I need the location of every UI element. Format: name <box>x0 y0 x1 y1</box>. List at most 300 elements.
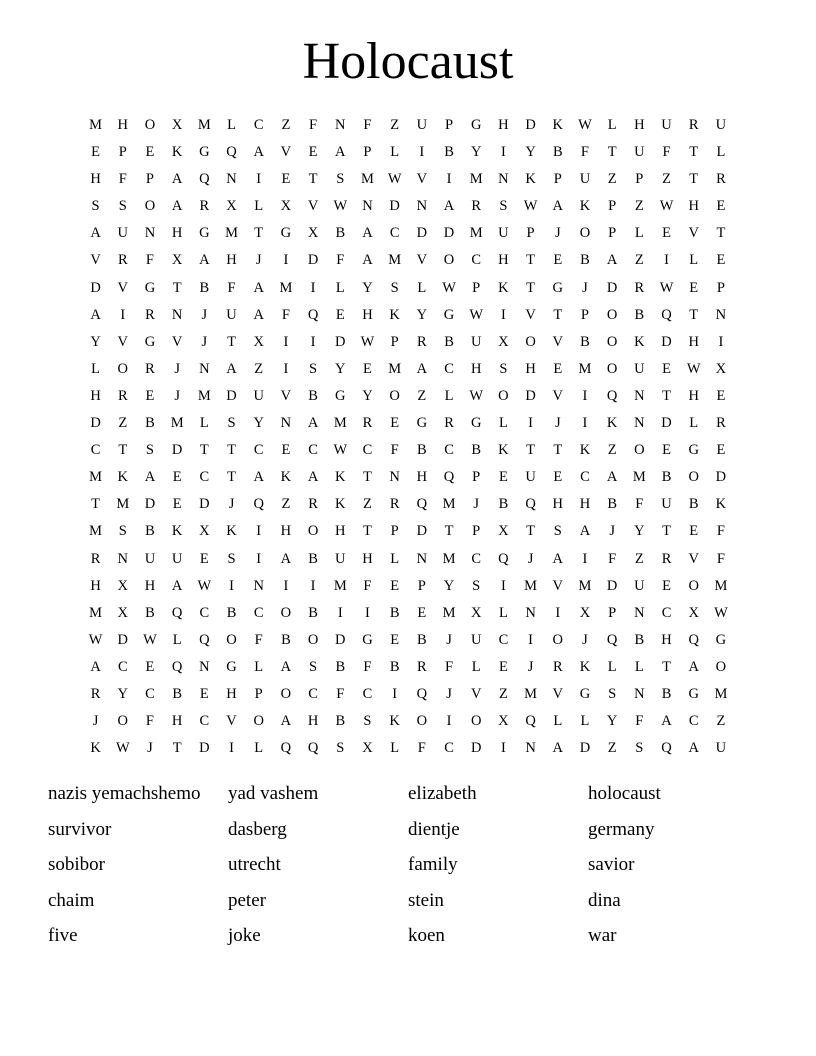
grid-cell: C <box>661 604 672 621</box>
grid-cell: W <box>578 117 592 133</box>
grid-cell: E <box>716 198 726 215</box>
grid-cell: M <box>524 685 538 702</box>
grid-cell: Q <box>171 658 183 675</box>
grid-cell: E <box>662 442 671 459</box>
grid-cell: C <box>308 685 318 702</box>
grid-cell: M <box>89 469 103 486</box>
grid-cell: R <box>90 550 101 567</box>
grid-cell: I <box>528 631 534 648</box>
grid-cell: K <box>226 523 237 540</box>
grid-cell: S <box>390 279 399 296</box>
grid-cell: D <box>199 496 210 513</box>
grid-cell: E <box>417 604 427 621</box>
grid-cell: U <box>661 496 672 513</box>
grid-cell: B <box>417 442 427 459</box>
word-list-item: holocaust <box>588 783 661 804</box>
grid-cell: V <box>280 144 292 161</box>
grid-cell: P <box>390 523 399 540</box>
grid-cell: R <box>117 252 128 269</box>
grid-cell: E <box>390 415 400 432</box>
grid-cell: Y <box>335 360 346 377</box>
grid-cell: E <box>308 144 318 161</box>
grid-cell: M <box>442 604 456 621</box>
grid-cell: I <box>229 740 234 757</box>
grid-cell: R <box>308 496 318 513</box>
grid-cell: B <box>335 713 346 730</box>
grid-cell: A <box>579 523 591 540</box>
grid-cell: G <box>199 144 210 161</box>
grid-cell: A <box>144 469 156 486</box>
grid-cell: J <box>255 252 262 269</box>
grid-cell: Z <box>254 360 264 377</box>
grid-cell: O <box>552 631 564 648</box>
grid-cell: H <box>470 360 482 377</box>
grid-cell: E <box>363 360 372 377</box>
grid-cell: H <box>498 117 509 133</box>
grid-cell: H <box>416 469 428 486</box>
grid-cell: L <box>172 631 182 648</box>
grid-cell: Z <box>390 117 400 133</box>
grid-cell: Z <box>634 198 644 215</box>
grid-cell: T <box>227 333 236 350</box>
grid-cell: N <box>199 360 210 377</box>
grid-cell: T <box>526 523 536 540</box>
grid-cell: A <box>362 225 373 242</box>
grid-cell: B <box>552 144 563 161</box>
grid-cell: E <box>662 577 671 594</box>
grid-cell: X <box>579 604 591 621</box>
grid-cell: C <box>362 442 373 459</box>
grid-cell: R <box>417 658 427 675</box>
grid-cell: A <box>661 713 672 730</box>
grid-cell: K <box>579 442 591 459</box>
grid-cell: E <box>498 469 508 486</box>
grid-cell: D <box>335 333 346 350</box>
grid-cell: N <box>253 577 264 594</box>
grid-cell: Q <box>307 740 319 757</box>
grid-cell: X <box>498 713 509 730</box>
grid-cell: X <box>362 740 373 757</box>
grid-cell: L <box>444 387 454 404</box>
grid-cell: M <box>388 360 402 377</box>
grid-cell: G <box>688 685 699 702</box>
grid-cell: Q <box>199 631 210 648</box>
grid-cell: M <box>225 225 238 242</box>
grid-cell: N <box>525 740 536 757</box>
grid-cell: H <box>688 387 699 404</box>
grid-cell: T <box>526 279 536 296</box>
grid-cell: N <box>226 171 237 188</box>
grid-cell: H <box>90 577 101 594</box>
grid-cell: C <box>471 252 482 269</box>
grid-cell: B <box>661 469 672 486</box>
grid-cell: G <box>226 658 237 675</box>
grid-cell: J <box>228 496 235 513</box>
grid-cell: D <box>715 469 727 486</box>
grid-cell: M <box>714 685 728 702</box>
grid-cell: T <box>444 523 454 540</box>
grid-cell: T <box>118 442 128 459</box>
grid-cell: O <box>634 442 645 459</box>
grid-cell: Z <box>634 252 644 269</box>
grid-cell: P <box>444 117 454 133</box>
word-search-grid <box>82 112 735 762</box>
grid-cell: T <box>689 171 699 188</box>
grid-cell: E <box>172 469 182 486</box>
grid-cell: N <box>144 225 156 242</box>
grid-cell: B <box>580 333 590 350</box>
word-list-item: germany <box>588 818 655 840</box>
grid-cell: C <box>90 442 101 459</box>
grid-cell: K <box>171 523 183 540</box>
grid-cell: A <box>253 279 264 296</box>
grid-cell: A <box>199 252 210 269</box>
grid-cell: D <box>307 252 319 269</box>
grid-cell: B <box>661 685 672 702</box>
grid-cell: B <box>389 658 400 675</box>
grid-cell: Q <box>498 550 509 567</box>
grid-cell: S <box>472 577 481 594</box>
grid-cell: B <box>389 604 400 621</box>
grid-cell: A <box>226 360 237 377</box>
grid-cell: X <box>117 604 129 621</box>
grid-cell: U <box>715 117 727 133</box>
grid-cell: Q <box>171 604 183 621</box>
grid-cell: M <box>279 279 293 296</box>
grid-cell: P <box>472 523 481 540</box>
grid-cell: O <box>715 658 727 675</box>
grid-cell: V <box>117 333 129 350</box>
grid-cell: O <box>117 360 129 377</box>
grid-cell: G <box>144 279 156 296</box>
grid-cell: J <box>527 550 534 567</box>
grid-cell: P <box>254 685 263 702</box>
grid-cell: B <box>471 442 482 459</box>
grid-cell: F <box>716 550 725 567</box>
grid-cell: E <box>498 658 508 675</box>
grid-cell: L <box>91 360 101 377</box>
grid-cell: L <box>390 550 400 567</box>
grid-cell: M <box>89 117 103 133</box>
grid-cell: E <box>199 550 209 567</box>
grid-cell: J <box>174 387 180 404</box>
grid-cell: O <box>280 685 292 702</box>
grid-cell: N <box>389 469 400 486</box>
grid-cell: K <box>389 306 400 323</box>
grid-cell: A <box>688 658 699 675</box>
grid-cell: I <box>256 523 262 540</box>
grid-cell: I <box>229 577 234 594</box>
grid-cell: M <box>714 577 728 594</box>
grid-cell: Z <box>607 740 617 757</box>
grid-cell: D <box>525 117 536 133</box>
grid-cell: O <box>525 333 536 350</box>
grid-cell: F <box>363 117 372 133</box>
grid-cell: A <box>335 144 346 161</box>
grid-cell: I <box>500 144 506 161</box>
grid-cell: O <box>117 713 129 730</box>
grid-cell: E <box>145 144 155 161</box>
grid-cell: G <box>579 685 591 702</box>
grid-cell: J <box>446 631 452 648</box>
word-list <box>48 778 768 956</box>
grid-cell: P <box>580 306 589 323</box>
grid-cell: G <box>199 225 210 242</box>
grid-cell: I <box>365 604 370 621</box>
grid-cell: R <box>117 387 128 404</box>
grid-cell: M <box>469 225 483 242</box>
grid-cell: M <box>578 577 592 594</box>
grid-cell: S <box>635 740 644 757</box>
grid-cell: A <box>606 252 618 269</box>
grid-cell: H <box>171 713 183 730</box>
grid-cell: I <box>283 577 289 594</box>
grid-cell: R <box>552 658 563 675</box>
grid-cell: K <box>579 198 591 215</box>
grid-cell: N <box>634 415 645 432</box>
grid-cell: Z <box>607 171 617 188</box>
grid-cell: D <box>90 279 101 296</box>
grid-cell: Q <box>525 713 536 730</box>
grid-cell: B <box>634 306 645 323</box>
grid-cell: S <box>227 415 236 432</box>
grid-cell: R <box>417 333 427 350</box>
grid-cell: B <box>444 333 454 350</box>
grid-cell: C <box>253 117 264 133</box>
grid-cell: S <box>91 198 100 215</box>
grid-cell: S <box>118 523 127 540</box>
grid-cell: J <box>609 523 615 540</box>
grid-cell: U <box>117 225 129 242</box>
grid-cell: R <box>389 496 400 513</box>
grid-cell: J <box>582 279 588 296</box>
grid-cell: G <box>335 387 346 404</box>
grid-cell: O <box>307 631 319 648</box>
grid-cell: E <box>390 631 400 648</box>
grid-cell: L <box>335 279 345 296</box>
grid-cell: N <box>634 387 645 404</box>
grid-cell: D <box>661 333 672 350</box>
grid-cell: T <box>662 523 671 540</box>
grid-cell: A <box>416 360 428 377</box>
grid-cell: T <box>662 387 671 404</box>
word-list-item: survivor <box>48 818 112 840</box>
grid-cell: H <box>90 171 101 188</box>
grid-cell: V <box>525 306 536 323</box>
grid-cell: V <box>117 279 129 296</box>
grid-cell: W <box>333 442 348 459</box>
grid-cell: R <box>661 550 672 567</box>
grid-cell: U <box>661 117 672 133</box>
grid-cell: W <box>523 198 538 215</box>
grid-cell: P <box>118 144 127 161</box>
grid-cell: S <box>608 685 617 702</box>
grid-cell: B <box>199 279 210 296</box>
grid-cell: D <box>199 740 210 757</box>
grid-cell: A <box>253 306 264 323</box>
grid-cell: A <box>606 469 618 486</box>
grid-cell: C <box>688 713 699 730</box>
grid-cell: L <box>607 117 617 133</box>
grid-cell: E <box>662 225 671 242</box>
grid-cell: E <box>145 387 155 404</box>
grid-cell: G <box>443 306 455 323</box>
grid-cell: Q <box>661 306 672 323</box>
grid-cell: I <box>582 415 588 432</box>
grid-cell: V <box>171 333 183 350</box>
grid-cell: Q <box>606 387 618 404</box>
grid-cell: T <box>689 144 699 161</box>
word-list-item: war <box>588 925 617 947</box>
grid-cell: N <box>416 550 428 567</box>
grid-cell: B <box>172 685 182 702</box>
word-list-item: nazis yemachshemo <box>48 783 201 804</box>
grid-cell: K <box>389 713 400 730</box>
grid-cell: F <box>580 144 589 161</box>
grid-cell: I <box>310 333 316 350</box>
grid-cell: R <box>688 117 699 133</box>
grid-cell: I <box>256 550 262 567</box>
grid-cell: R <box>90 685 101 702</box>
grid-cell: G <box>144 333 156 350</box>
grid-cell: Y <box>117 685 129 702</box>
grid-cell: K <box>335 469 346 486</box>
grid-cell: U <box>470 631 482 648</box>
grid-cell: T <box>607 144 617 161</box>
grid-cell: N <box>715 306 727 323</box>
grid-cell: F <box>254 631 263 648</box>
grid-cell: P <box>363 144 372 161</box>
grid-cell: D <box>606 279 618 296</box>
grid-cell: N <box>634 685 645 702</box>
grid-cell: R <box>471 198 482 215</box>
grid-cell: T <box>91 496 101 513</box>
grid-cell: C <box>253 442 264 459</box>
grid-cell: P <box>472 279 481 296</box>
grid-cell: L <box>254 740 264 757</box>
grid-cell: B <box>688 496 699 513</box>
grid-cell: C <box>199 604 210 621</box>
grid-cell: P <box>390 333 399 350</box>
grid-cell: C <box>498 631 509 648</box>
grid-cell: I <box>500 740 506 757</box>
grid-cell: Y <box>470 144 482 161</box>
grid-cell: I <box>555 604 561 621</box>
grid-cell: G <box>470 415 482 432</box>
grid-cell: M <box>632 469 646 486</box>
grid-cell: W <box>333 198 348 215</box>
grid-cell: A <box>253 469 264 486</box>
grid-cell: T <box>526 252 536 269</box>
grid-cell: I <box>310 279 316 296</box>
grid-cell: M <box>89 523 103 540</box>
grid-cell: R <box>199 198 210 215</box>
grid-cell: Z <box>498 685 508 702</box>
grid-cell: I <box>283 333 289 350</box>
grid-cell: Z <box>118 415 128 432</box>
grid-cell: W <box>143 631 157 648</box>
grid-cell: R <box>362 415 373 432</box>
grid-cell: O <box>307 523 319 540</box>
grid-cell: B <box>607 496 617 513</box>
grid-cell: D <box>144 496 156 513</box>
grid-cell: F <box>336 685 345 702</box>
grid-cell: V <box>416 171 428 188</box>
grid-cell: E <box>553 252 563 269</box>
grid-cell: F <box>118 171 127 188</box>
grid-cell: W <box>469 387 484 404</box>
grid-cell: K <box>280 469 292 486</box>
grid-cell: M <box>170 415 184 432</box>
grid-cell: N <box>117 550 129 567</box>
grid-cell: Y <box>634 523 645 540</box>
grid-cell: M <box>333 577 347 594</box>
grid-cell: U <box>253 387 264 404</box>
grid-cell: M <box>197 387 211 404</box>
grid-cell: P <box>635 171 644 188</box>
grid-cell: T <box>199 442 209 459</box>
grid-cell: I <box>446 713 452 730</box>
grid-cell: U <box>416 117 428 133</box>
grid-cell: K <box>335 496 346 513</box>
grid-cell: P <box>608 225 617 242</box>
grid-cell: T <box>553 306 563 323</box>
grid-cell: U <box>579 171 591 188</box>
grid-cell: I <box>419 144 425 161</box>
grid-cell: C <box>580 469 590 486</box>
grid-cell: F <box>145 713 154 730</box>
grid-cell: K <box>579 658 591 675</box>
grid-cell: Q <box>416 685 428 702</box>
grid-cell: H <box>498 252 509 269</box>
grid-cell: H <box>579 496 591 513</box>
grid-cell: B <box>308 387 318 404</box>
grid-cell: Z <box>363 496 372 513</box>
grid-cell: W <box>714 604 728 621</box>
grid-cell: X <box>171 252 183 269</box>
grid-cell: U <box>171 550 183 567</box>
grid-cell: V <box>688 550 699 567</box>
grid-cell: F <box>336 252 345 269</box>
grid-cell: D <box>90 415 101 432</box>
grid-cell: W <box>686 360 701 377</box>
grid-cell: B <box>308 550 318 567</box>
grid-cell: E <box>716 252 726 269</box>
grid-cell: E <box>390 577 400 594</box>
grid-cell: M <box>116 496 130 513</box>
grid-cell: A <box>171 171 183 188</box>
grid-cell: X <box>253 333 264 350</box>
grid-cell: L <box>716 144 726 161</box>
grid-cell: U <box>634 577 645 594</box>
grid-cell: Y <box>606 713 618 730</box>
grid-cell: J <box>201 306 208 323</box>
grid-cell: L <box>254 658 264 675</box>
grid-cell: I <box>283 252 289 269</box>
grid-cell: A <box>171 198 183 215</box>
grid-cell: V <box>552 577 564 594</box>
grid-cell: E <box>716 442 726 459</box>
grid-cell: I <box>283 360 289 377</box>
grid-cell: K <box>171 144 183 161</box>
grid-cell: K <box>117 469 129 486</box>
grid-cell: L <box>498 415 508 432</box>
grid-cell: I <box>582 387 588 404</box>
grid-cell: C <box>444 740 454 757</box>
grid-cell: Q <box>280 740 292 757</box>
grid-cell: O <box>688 577 699 594</box>
grid-cell: U <box>470 333 482 350</box>
